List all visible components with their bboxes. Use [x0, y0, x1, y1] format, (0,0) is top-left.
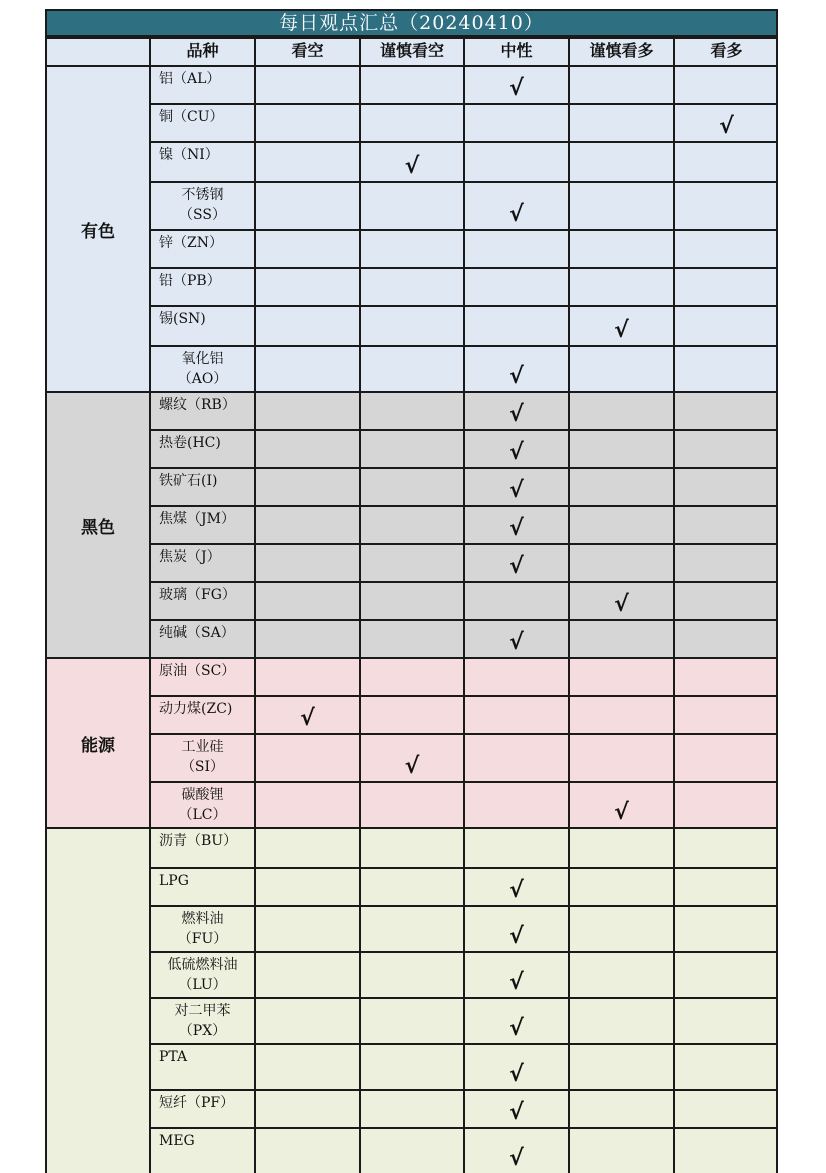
view-cell [463, 657, 568, 695]
view-cell [359, 951, 463, 997]
view-cell [359, 65, 463, 103]
product-name: MEG [159, 1133, 195, 1149]
check-mark-icon: √ [509, 1100, 524, 1125]
product-name: 原油（SC） [159, 663, 236, 679]
view-cell [463, 65, 568, 103]
product-name-cell [149, 345, 254, 391]
view-cell [254, 1043, 359, 1089]
view-cell [568, 267, 673, 305]
view-cell [254, 429, 359, 467]
view-cell [673, 429, 778, 467]
product-name-cell [149, 695, 254, 733]
check-mark-icon: √ [509, 478, 524, 503]
view-cell [254, 695, 359, 733]
column-header: 谨慎看空 [359, 37, 463, 65]
view-cell [673, 867, 778, 905]
category-cell: 有色 [45, 65, 149, 391]
view-cell [254, 905, 359, 951]
view-cell [254, 543, 359, 581]
view-cell [568, 1127, 673, 1173]
check-mark-icon: √ [509, 76, 524, 101]
view-cell [254, 141, 359, 181]
view-cell [673, 1127, 778, 1173]
product-name-cell [149, 581, 254, 619]
check-mark-icon: √ [300, 706, 315, 731]
check-mark-icon: √ [509, 402, 524, 427]
view-cell [359, 1043, 463, 1089]
view-cell [463, 345, 568, 391]
view-cell [463, 695, 568, 733]
view-cell [568, 505, 673, 543]
product-name: 燃料油 [181, 911, 224, 927]
view-cell [568, 103, 673, 141]
check-mark-icon: √ [614, 318, 629, 343]
view-cell [673, 781, 778, 827]
check-mark-icon: √ [509, 516, 524, 541]
view-cell [254, 65, 359, 103]
view-cell [463, 951, 568, 997]
product-code: （SI） [180, 759, 225, 775]
view-cell [673, 229, 778, 267]
view-cell [463, 391, 568, 429]
product-name: 焦煤（JM） [159, 511, 235, 527]
view-cell [568, 657, 673, 695]
product-name: LPG [159, 873, 189, 889]
product-name-cell [149, 1089, 254, 1127]
product-name: 对二甲苯 [174, 1003, 231, 1019]
view-cell [463, 1043, 568, 1089]
product-name-cell [149, 181, 254, 229]
view-cell [463, 827, 568, 867]
view-cell [568, 905, 673, 951]
view-cell [359, 267, 463, 305]
view-cell [359, 695, 463, 733]
product-name: PTA [159, 1049, 188, 1065]
product-code: （AO） [177, 371, 228, 387]
view-cell [568, 827, 673, 867]
view-cell [254, 505, 359, 543]
view-cell [568, 695, 673, 733]
view-cell [254, 229, 359, 267]
view-cell [673, 905, 778, 951]
view-cell [359, 141, 463, 181]
view-cell [359, 467, 463, 505]
check-mark-icon: √ [719, 114, 734, 139]
view-cell [463, 505, 568, 543]
product-name: 铜（CU） [159, 109, 224, 125]
product-name-cell [149, 505, 254, 543]
view-cell [568, 543, 673, 581]
view-cell [359, 103, 463, 141]
view-cell [673, 827, 778, 867]
check-mark-icon: √ [509, 970, 524, 995]
product-name: 沥青（BU） [159, 833, 238, 849]
product-name: 碳酸锂 [181, 787, 224, 803]
product-name: 螺纹（RB） [159, 397, 236, 413]
view-cell [359, 429, 463, 467]
view-cell [673, 657, 778, 695]
check-mark-icon: √ [509, 1062, 524, 1087]
view-cell [568, 181, 673, 229]
check-mark-icon: √ [509, 878, 524, 903]
view-cell [673, 65, 778, 103]
view-cell [359, 1089, 463, 1127]
product-name-cell [149, 267, 254, 305]
view-cell [673, 1043, 778, 1089]
view-cell [463, 229, 568, 267]
view-cell [463, 733, 568, 781]
check-mark-icon: √ [509, 554, 524, 579]
view-cell [673, 103, 778, 141]
view-cell [568, 1043, 673, 1089]
view-cell [254, 305, 359, 345]
view-cell [254, 467, 359, 505]
view-cell [254, 1127, 359, 1173]
view-cell [463, 867, 568, 905]
view-cell [463, 905, 568, 951]
view-cell [359, 781, 463, 827]
product-name-cell [149, 997, 254, 1043]
check-mark-icon: √ [509, 440, 524, 465]
view-cell [568, 345, 673, 391]
product-name-cell [149, 867, 254, 905]
view-cell [673, 581, 778, 619]
product-name: 工业硅 [181, 739, 224, 755]
product-name-cell [149, 905, 254, 951]
view-cell [568, 467, 673, 505]
view-cell [359, 543, 463, 581]
view-cell [359, 867, 463, 905]
view-cell [568, 305, 673, 345]
view-cell [568, 1089, 673, 1127]
column-header: 谨慎看多 [568, 37, 673, 65]
view-cell [254, 345, 359, 391]
view-cell [359, 345, 463, 391]
view-cell [673, 619, 778, 657]
product-name-cell [149, 429, 254, 467]
view-cell [673, 997, 778, 1043]
view-cell [254, 733, 359, 781]
view-cell [463, 1089, 568, 1127]
view-cell [673, 467, 778, 505]
check-mark-icon: √ [614, 800, 629, 825]
view-cell [463, 267, 568, 305]
view-cell [673, 267, 778, 305]
product-name-cell [149, 305, 254, 345]
table-title: 每日观点汇总（20240410） [45, 9, 778, 37]
category-cell [45, 827, 149, 1173]
product-name: 镍（NI） [159, 147, 219, 163]
product-name-cell [149, 619, 254, 657]
view-cell [359, 229, 463, 267]
view-cell [568, 781, 673, 827]
view-cell [568, 867, 673, 905]
product-name: 铝（AL） [159, 71, 221, 87]
view-cell [673, 543, 778, 581]
check-mark-icon: √ [404, 154, 420, 179]
view-cell [254, 951, 359, 997]
product-name-cell [149, 827, 254, 867]
view-cell [254, 827, 359, 867]
product-name-cell [149, 229, 254, 267]
product-name: 短纤（PF） [159, 1095, 235, 1111]
product-name: 锌（ZN） [159, 235, 223, 251]
view-cell [359, 733, 463, 781]
product-name: 不锈钢 [181, 187, 224, 203]
view-cell [463, 467, 568, 505]
product-name: 热卷(HC) [159, 435, 221, 451]
view-cell [254, 391, 359, 429]
product-name-cell [149, 103, 254, 141]
view-cell [254, 103, 359, 141]
view-cell [254, 267, 359, 305]
check-mark-icon: √ [509, 202, 524, 227]
view-cell [359, 997, 463, 1043]
product-name-cell [149, 141, 254, 181]
view-cell [463, 1127, 568, 1173]
check-mark-icon: √ [509, 364, 524, 389]
view-cell [568, 429, 673, 467]
view-cell [673, 695, 778, 733]
column-header: 中性 [463, 37, 568, 65]
product-name-cell [149, 543, 254, 581]
product-code: （LC） [178, 807, 227, 823]
view-cell [254, 181, 359, 229]
view-cell [463, 141, 568, 181]
product-name: 锡(SN) [159, 311, 206, 327]
product-code: （SS） [179, 207, 226, 223]
view-cell [673, 505, 778, 543]
product-name-cell [149, 657, 254, 695]
view-cell [254, 581, 359, 619]
view-cell [568, 141, 673, 181]
view-cell [463, 781, 568, 827]
view-cell [673, 345, 778, 391]
view-cell [568, 951, 673, 997]
view-cell [463, 305, 568, 345]
view-cell [254, 997, 359, 1043]
column-header: 看空 [254, 37, 359, 65]
header-corner [45, 37, 149, 65]
view-cell [568, 65, 673, 103]
view-cell [359, 905, 463, 951]
view-cell [359, 1127, 463, 1173]
view-cell [254, 657, 359, 695]
view-cell [359, 619, 463, 657]
view-cell [359, 827, 463, 867]
product-name-cell [149, 1127, 254, 1173]
product-name: 铁矿石(I) [159, 473, 218, 489]
product-name-cell [149, 391, 254, 429]
product-name-cell [149, 951, 254, 997]
product-name-cell [149, 65, 254, 103]
view-cell [254, 1089, 359, 1127]
view-cell [254, 781, 359, 827]
view-cell [254, 619, 359, 657]
view-cell [463, 429, 568, 467]
view-cell [463, 997, 568, 1043]
view-cell [463, 619, 568, 657]
view-cell [463, 581, 568, 619]
product-code: （LU） [178, 977, 227, 993]
view-cell [673, 181, 778, 229]
product-code: （PX） [178, 1023, 227, 1039]
view-cell [359, 181, 463, 229]
view-cell [673, 141, 778, 181]
view-cell [359, 581, 463, 619]
check-mark-icon: √ [404, 754, 420, 779]
product-name: 低硫燃料油 [167, 957, 238, 973]
check-mark-icon: √ [509, 924, 524, 949]
product-name: 焦炭（J） [159, 549, 221, 565]
product-name: 铅（PB） [159, 273, 221, 289]
view-cell [568, 619, 673, 657]
view-cell [673, 1089, 778, 1127]
view-cell [359, 505, 463, 543]
view-cell [359, 305, 463, 345]
column-header: 品种 [149, 37, 254, 65]
product-name: 玻璃（FG） [159, 587, 236, 603]
product-name-cell [149, 467, 254, 505]
view-cell [673, 391, 778, 429]
product-name: 动力煤(ZC) [159, 701, 233, 717]
check-mark-icon: √ [509, 630, 524, 655]
product-code: （FU） [177, 931, 228, 947]
check-mark-icon: √ [509, 1146, 524, 1171]
check-mark-icon: √ [614, 592, 629, 617]
product-name-cell [149, 733, 254, 781]
product-name-cell [149, 1043, 254, 1089]
view-cell [568, 997, 673, 1043]
product-name: 氧化铝 [181, 351, 224, 367]
category-cell: 能源 [45, 657, 149, 827]
product-name-cell [149, 781, 254, 827]
view-cell [359, 657, 463, 695]
view-cell [463, 103, 568, 141]
daily-view-table [45, 9, 778, 1169]
view-cell [254, 867, 359, 905]
table-right-border [776, 37, 778, 1173]
view-cell [359, 391, 463, 429]
view-cell [463, 543, 568, 581]
view-cell [568, 733, 673, 781]
product-name: 纯碱（SA） [159, 625, 235, 641]
view-cell [463, 181, 568, 229]
view-cell [568, 581, 673, 619]
view-cell [673, 305, 778, 345]
view-cell [568, 391, 673, 429]
view-cell [568, 229, 673, 267]
check-mark-icon: √ [509, 1016, 524, 1041]
view-cell [673, 733, 778, 781]
column-header: 看多 [673, 37, 778, 65]
category-cell: 黑色 [45, 391, 149, 657]
view-cell [673, 951, 778, 997]
